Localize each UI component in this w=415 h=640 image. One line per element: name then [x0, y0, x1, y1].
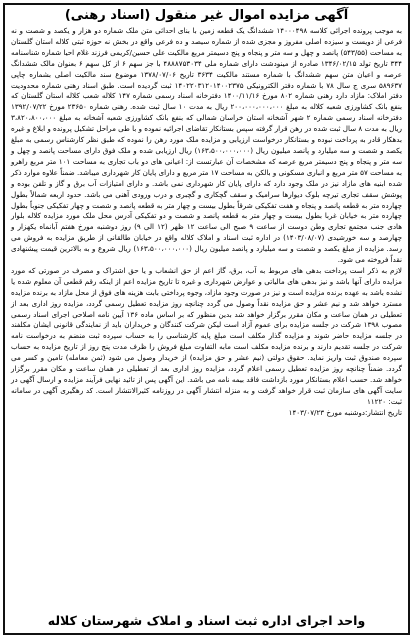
issuing-office: واحد اجرای اداره ثبت اسناد و املاک شهرستان کلاله: [47, 613, 366, 628]
notice-body: [5, 26, 408, 612]
auction-notice: [3, 3, 410, 635]
notice-paragraph: به موجب پرونده اجرائی کلاسه ۱۴۰۰۰۴۹۸ ششدانگ یک قطعه زمین با بنای احداثی متن ملک شماره دو هزار و یکصد و شصت و نه فرعی از دویست و سیزده اصلی مفروز و مجزی شده از شماره سیصد و ده فرعی واقع در بخش نه حوزه ثبتی کلاله استان گلستان به مساحت (۵۴۳/۵۵) پانصد و چهل و سه متر و پنجاه و پنج دسیمتر مربع مالکیت علی حسین/کریمی فرزند غلام احیا شماره شناسنامه ۳۴۴ تاریخ تولد ۱۳۴۶/۰۲/۱۵ صادره از مینودشت دارای شماره ملی ۴۸۸۸۷۵۳۰۳۴ با جز سهم ۶ از کل سهم ۶ بعنوان مالک ششدانگ عرصه و اعیان متن سهم ششدانگ با شماره مستند مالکیت ۳۶۳۴ تاریخ ۱۳۷۸/۰۷/۰۶ موضوع سند مالکیت اصلی بشماره چاپی ۵۸۹۶۳۷ سری ج سال ۷۸ با شماره دفتر الکترونیکی ۱۴۰۲۲۰۳۱۲۰۱۴۰۰۲۳۷۵ ثبت گردیده است. طبق اسناد رهنی شماره محدودیت دفتر املاک: مازاد دارد رهنی شماره ۸۰۲ مورخ ۱۴۰۰/۱۱/۱۶ دفترخانه اسناد رسمی شماره ۱۴۷ کلاله شعب کلاله استان گلستان که بنفع بانک کشاورزی شعبه کلاله به مبلغ ۲۰۰،۰۰۰،۰۰۰،۰۰۰ ریال به مدت ۱۰ سال ثبت شده. رهنی شماره ۲۳۶۵۰ مورخ ۱۳۹۲/۰۷/۲۲ دفترخانه اسناد رسمی شماره ۲ شهر آشخانه استان خراسان شمالی که بنفع بانک کشاورزی شعبه آشخانه به مبلغ ۳،۸۲۰،۸۰۰،۰۰۰ ریال به مدت ۸ سال ثبت شده در رهن قرار گرفته سپس بستانکار تقاضای اجرائیه نموده و با طی مراحل تشکیل پرونده و ابلاغ و غیره بدهکار قادر به پرداخت نبوده و بستانکار درخواست ارزیابی و مزایده ملک مورد رهن را نموده که طبق نظر کارشناس رسمی به مبلغ یکصد و شصت و سه میلیارد و پانصد میلیون ریال (۱۶۳،۵۰۰،۰۰۰،۰۰۰) ریال ارزیابی شده و ملک فوق دارای مساحت پانصد و چهل و سه متر و پنجاه و پنج دسیمتر مربع عرصه که مشخصات آن عبارتست از: اعیانی های دو باب تجاری به مساحت ۱۰۱ متر مربع راهرو به مساحت ۵۷ متر مربع و انباری مسکونی و بالکن به مساحت ۱۷ متر مربع و دارای پایان کار شهرداری میباشد. ضمناً علاوه موارد ذکر شده ابنیه های مازاد نیز در ملک وجود دارد که دارای پایان کار شهرداری نمی باشد. و دارای امتیازات آب برق و گاز و تلفن بوده و پوشش سقف تجاری تیرچه بلوک دیوارها سرامیک و سقف گچکاری و گچبری و درب ورودی آهنی می باشد. حدود اربعه شمالاً بطول چهارده متر به قطعه پانصد و پنجاه و هفت تفکیکی شرقاً بطول بیست و چهار متر به قطعه پانصد و شصت و چهار تفکیکی جنوباً بطول چهارده متر به خیابان غربا بطول بیست و چهار متر به قطعه پانصد و شصت و دو تفکیکی آدرس محل ملک مورد مزایده کلاله بلوار هادی جنب مجتمع تجاری وطن دوست از ساعت ۹ صبح الی ساعت ۱۲ ظهر (۱۲ الی ۹) روز دوشنبه مورخ هفتم آبانماه یکهزار و چهارصد و سه خورشیدی (۱۴۰۳/۰۸/۰۷) در اداره ثبت اسناد و املاک کلاله واقع در خیابان طالقانی از طریق مزایده به فروش می رسد. مزایده از مبلغ یکصد و شصت و سه میلیارد و پانصد میلیون ریال (۱۶۳،۵۰۰،۰۰۰،۰۰۰) ریال شروع و به بالاترین قیمت پیشنهادی نقداً فروخته می شود.: [11, 26, 403, 265]
publication-date: تاریخ انتشار:دوشنبه مورخ ۱۴۰۳/۰۷/۲۳: [288, 407, 402, 417]
notice-paragraph: لازم به ذکر است پرداخت بدهی های مربوط به آب، برق، گاز اعم از حق انشعاب و یا حق اشتراک و مصرف در صورتی که مورد مزایده دارای آنها باشد و نیز بدهی های مالیاتی و عوارض شهرداری و غیره تا تاریخ مزایده اعم از اینکه رقم قطعی آن معلوم شده یا نشده باشد به عهده برنده مزایده است و نیز در صورت وجود مازاد، وجوه پرداختی بابت هزینه های فوق از محل مازاد به برنده مزایده مسترد خواهد شد و نیم عشر و حق مزایده نقداً وصول می گردد چنانچه روز مزایده تعطیل رسمی گردد، مزایده روز اداری بعد از تعطیلی در همان ساعت و مکان مقرر برگزار خواهد شد بدین منظور که بر اساس ماده ۱۳۶ آیین نامه اصلاحی اجرای اسناد رسمی مصوب ۱۳۹۸ شرکت در جلسه مزایده برای عموم آزاد است لیکن شرکت کنندگان و خریداران باید از نمایندگی قانونی ایشان مکلفند در جلسه مزایده حاضر شوند و مزایده گذار مکلف است مبلغ پایه کارشناسی را به حساب سپرده ثبت منضم به درخواست نامه شرکت در جلسه تقدیم دارند و برنده مزایده مکلف است مابه التفاوت مبلغ فروش را ظرف مدت پنج روز از تاریخ مزایده به حساب سپرده صندوق ثبت واریز نماید. حقوق دولتی (نیم عشر و حق مزایده) از خریدار وصول می شود (ثمن معامله) تامین و کسر می گردد. ضمناً چنانچه روز مزایده تعطیل رسمی اعلام گردد، مزایده روز اداری بعد از تعطیلی در همان ساعت و مکان مقرر برگزار خواهد شد. حسب اعلام بستانکار مورد بازداشت فاقد بیمه نامه می باشد. این آگهی پس از تائید نهایی فرآیند مزایده و ارسال آگهی در سایت آگهی های سازمان ثبت قرار خواهد گرفت و به منزله انتشار آگهی در روزنامه کثیرالانتشار است. کد رهگیری آگهی در سامانه ثبت: ۱۱۲۲۰: [11, 265, 403, 406]
notice-title: آگهی مزایده اموال غیر منقول (اسناد رهنی): [64, 8, 349, 23]
